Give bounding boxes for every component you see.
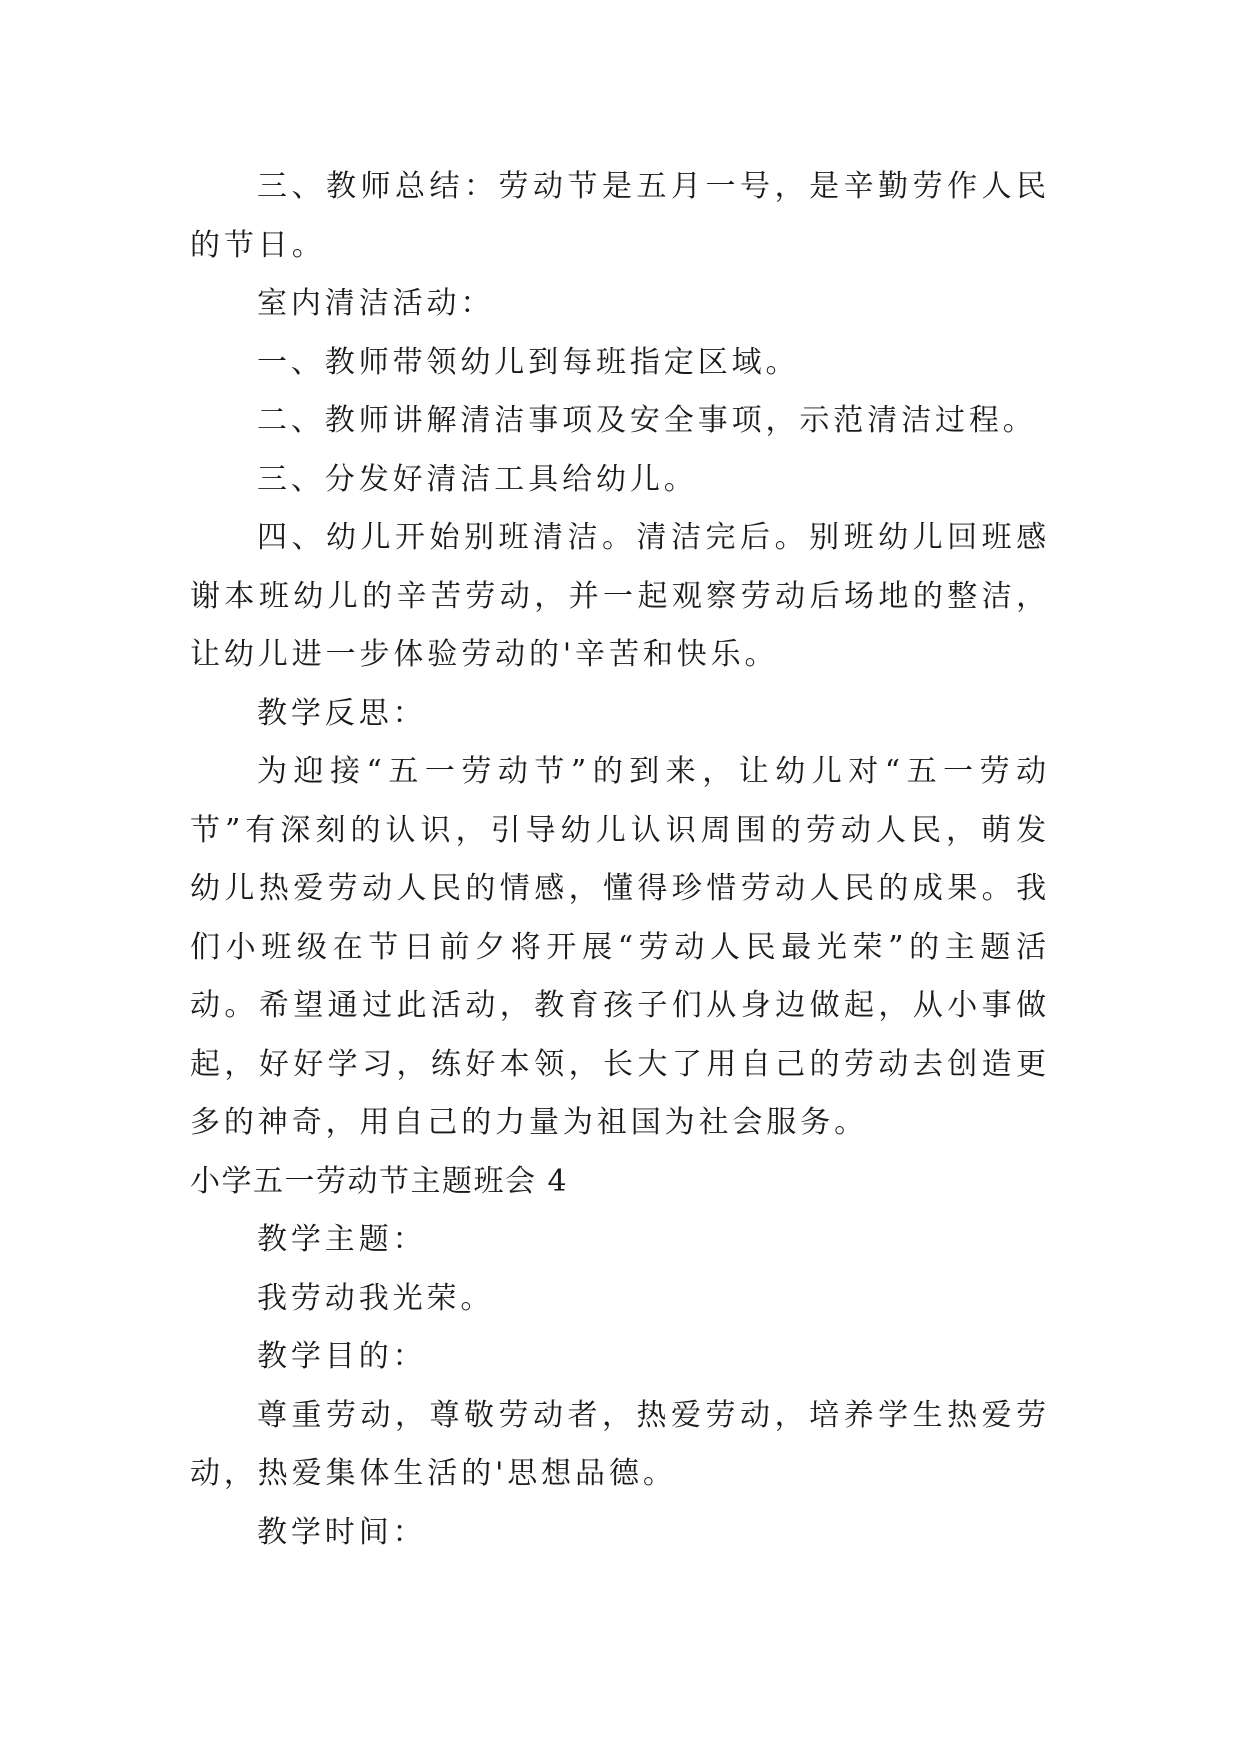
paragraph-reflection-title: 教学反思： bbox=[257, 695, 427, 731]
paragraph-step-two: 二、教师讲解清洁事项及安全事项，示范清洁过程。 bbox=[257, 403, 1037, 438]
paragraph-time-title: 教学时间： bbox=[257, 1514, 427, 1550]
paragraph-purpose-body: 尊重劳动，尊敬劳动者，热爱劳动，培养学生热爱劳动，热爱集体生活的'思想品德。 bbox=[190, 1397, 1050, 1491]
paragraph-step-four: 四、幼儿开始别班清洁。清洁完后。别班幼儿回班感谢本班幼儿的辛苦劳动，并一起观察劳动后场地的整洁，让幼儿进一步体验劳动的'辛苦和快乐。 bbox=[190, 520, 1050, 672]
paragraph-teacher-summary: 三、教师总结：劳动节是五月一号，是辛勤劳作人民的节日。 bbox=[190, 169, 1050, 263]
paragraph-step-one: 一、教师带领幼儿到每班指定区域。 bbox=[257, 344, 800, 380]
document-body bbox=[190, 158, 1050, 1562]
paragraph-step-three: 三、分发好清洁工具给幼儿。 bbox=[257, 461, 698, 497]
paragraph-purpose-title: 教学目的： bbox=[257, 1339, 427, 1374]
section-heading: 小学五一劳动节主题班会 4 bbox=[190, 1163, 569, 1199]
paragraph-theme-title: 教学主题： bbox=[257, 1222, 427, 1257]
paragraph-theme-body: 我劳动我光荣。 bbox=[257, 1280, 495, 1316]
paragraph-indoor-cleaning-title: 室内清洁活动： bbox=[257, 286, 495, 321]
paragraph-reflection-body: 为迎接“五一劳动节”的到来，让幼儿对“五一劳动节”有深刻的认识，引导幼儿认识周围的劳动人民，萌发幼儿热爱劳动人民的情感，懂得珍惜劳动人民的成果。我们小班级在节日前夕将开展“劳动人民最光荣”的主题活动。希望通过此活动，教育孩子们从身边做起，从小事做起，好好学习，练好本领，长大了用自己的劳动去创造更多的神奇，用自己的力量为祖国为社会服务。 bbox=[190, 754, 1050, 1140]
